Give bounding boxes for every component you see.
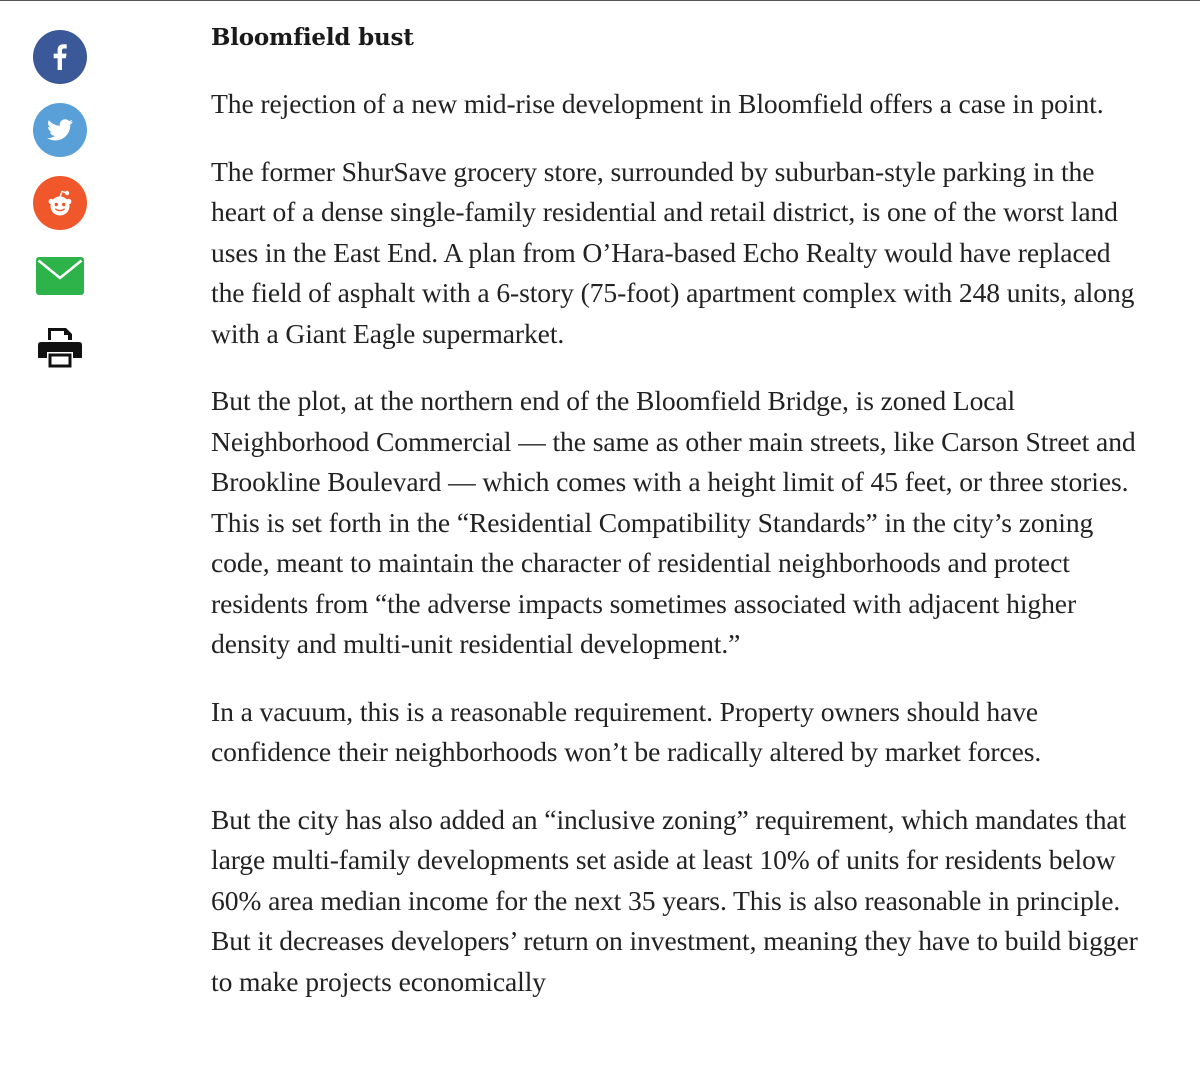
print-icon (38, 326, 82, 368)
article-paragraph: The former ShurSave grocery store, surrounded by suburban-style parking in the heart of a dense single-family residential and retail district, is one of the worst land uses in the East End. A plan from O’Hara-based Echo Realty would have replaced the field of asphalt with a 6-story (75-foot) apartment complex with 248 units, along with a Giant Eagle supermarket. (211, 155, 1135, 349)
section-heading: Bloomfield bust (211, 24, 414, 51)
article-paragraph: The rejection of a new mid-rise development in Bloomfield offers a case in point. (211, 88, 1104, 119)
facebook-share-button[interactable] (33, 30, 87, 84)
article-body (211, 20, 1141, 1029)
reddit-icon (45, 189, 75, 217)
print-button[interactable] (33, 320, 87, 374)
article-paragraph: But the city has also added an “inclusive zoning” requirement, which mandates that large multi-family developments set aside at least 10% of units for residents below 60% area median income for the next 35 years. This is also reasonable in principle. But it decreases developers’ return on investment, meaning they have to build bigger to make projects economically (211, 803, 1138, 997)
email-share-button[interactable] (33, 249, 87, 303)
twitter-icon (47, 119, 73, 141)
reddit-share-button[interactable] (33, 176, 87, 230)
facebook-icon (53, 44, 67, 70)
article-paragraph: But the plot, at the northern end of the Bloomfield Bridge, is zoned Local Neighborhood Commercial — the same as other main streets, like Carson Street and Brookline Boulevard — which comes with a height limit of 45 feet, or three stories. This is set forth in the “Residential Compatibility Standards” in the city’s zoning code, meant to maintain the character of residential neighborhoods and protect residents from “the adverse impacts sometimes associated with adjacent higher density and multi-unit residential development.” (211, 385, 1136, 659)
email-icon (36, 257, 84, 295)
twitter-share-button[interactable] (33, 103, 87, 157)
article-paragraph: In a vacuum, this is a reasonable requirement. Property owners should have confidence their neighborhoods won’t be radically altered by market forces. (211, 695, 1042, 767)
